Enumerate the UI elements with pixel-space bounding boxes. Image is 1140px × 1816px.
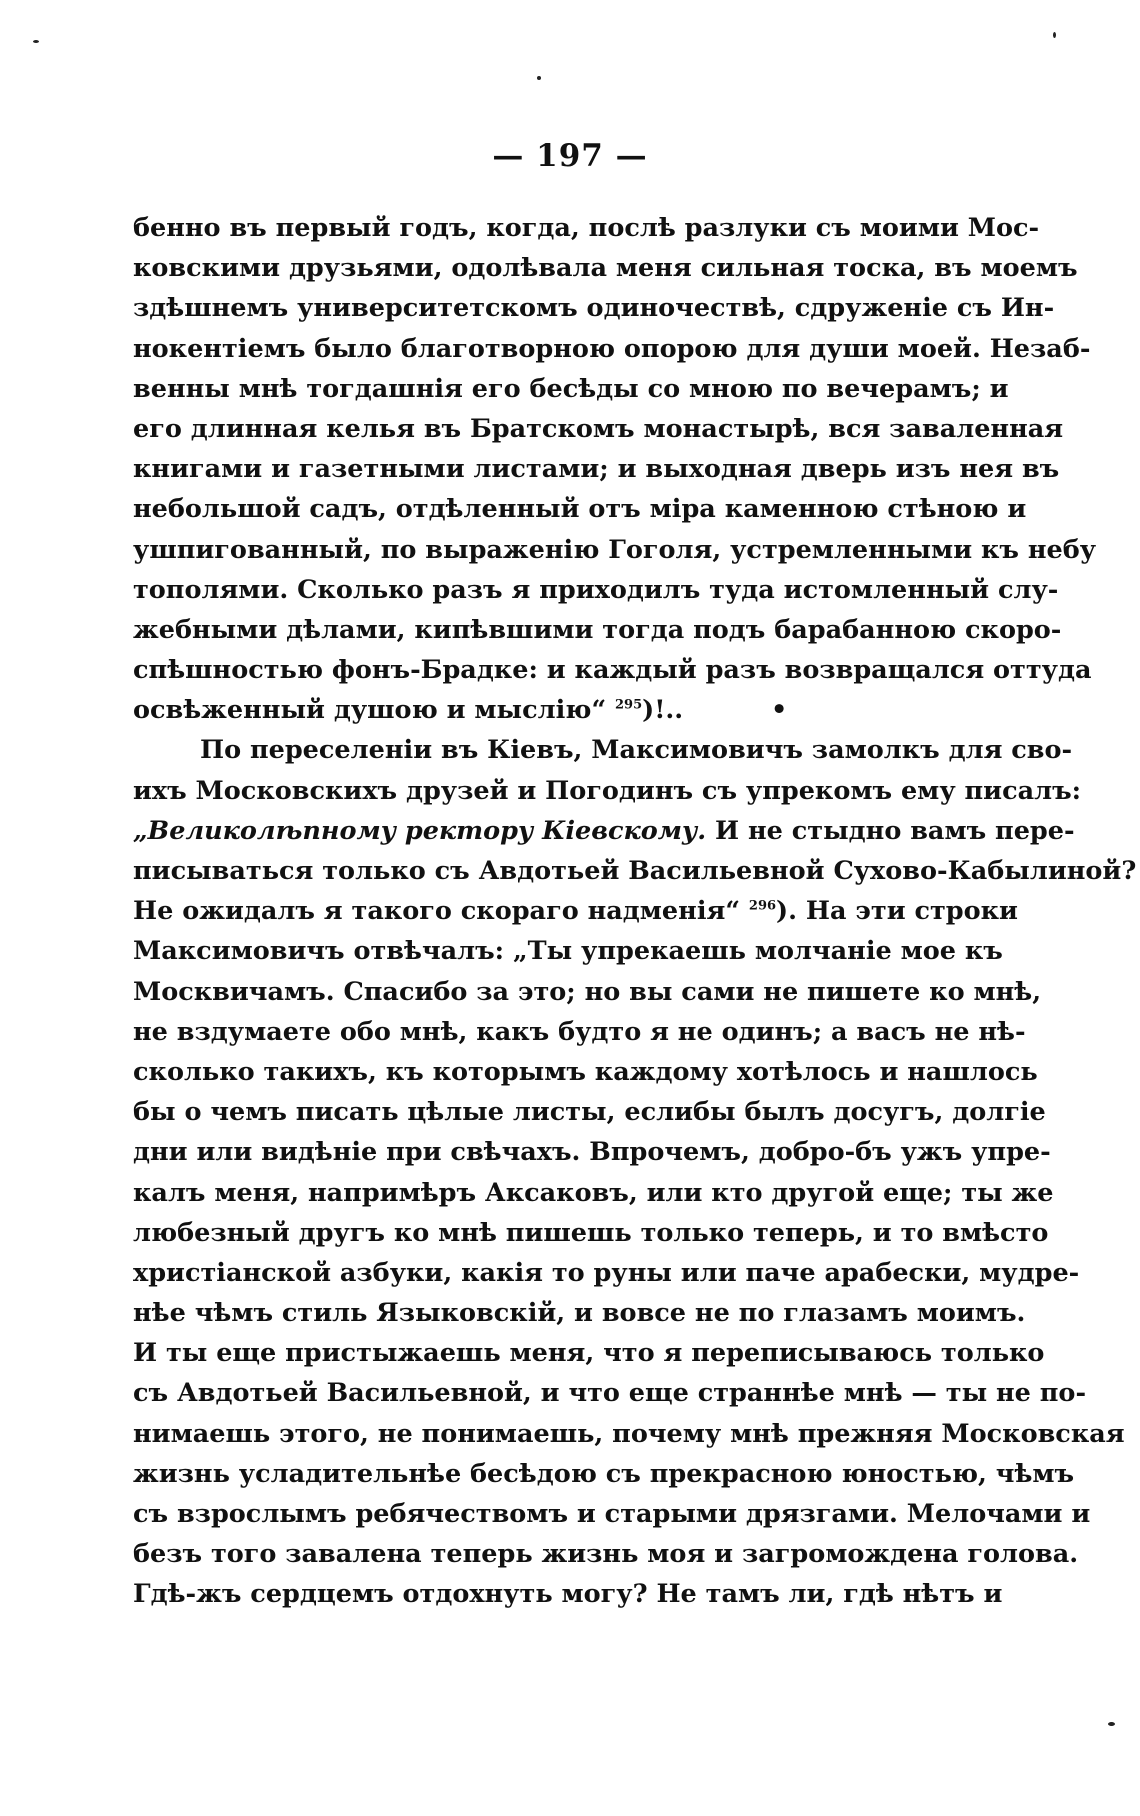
- speck-mark: [537, 76, 541, 80]
- text-line: нѣе чѣмъ стиль Языковскій, и вовсе не по глазамъ моимъ.: [133, 1298, 1026, 1329]
- text-line: Гдѣ-жъ сердцемъ отдохнуть могу? Не тамъ ли, гдѣ нѣтъ и: [133, 1579, 1003, 1610]
- text-line: [133, 891, 1018, 931]
- text-line: [133, 811, 1075, 851]
- text-line: безъ того завалена теперь жизнь моя и загромождена голова.: [133, 1539, 1079, 1570]
- speck-mark: [1108, 1722, 1115, 1726]
- text-line: бы о чемъ писать цѣлые листы, еслибы былъ досугъ, долгіе: [133, 1097, 1046, 1128]
- text-line: венны мнѣ тогдашнія его бесѣды со мною по вечерамъ; и: [133, 373, 1009, 404]
- text-line: [133, 690, 991, 730]
- text-line: И ты еще пристыжаешь меня, что я переписываюсь только: [133, 1338, 1045, 1369]
- speck-mark: [33, 40, 39, 43]
- text-line: Москвичамъ. Спасибо за это; но вы сами не пишете ко мнѣ,: [133, 976, 1042, 1007]
- text-line: Максимовичъ отвѣчалъ: „Ты упрекаешь молчаніе мое къ: [133, 936, 1003, 967]
- text-line: бенно въ первый годъ, когда, послѣ разлуки съ моими Мос-: [133, 213, 1040, 243]
- text-line: книгами и газетными листами; и выходная дверь изъ нея въ: [133, 454, 1060, 485]
- body-text: [133, 208, 1137, 1615]
- text-line: калъ меня, напримѣръ Аксаковъ, или кто другой еще; ты же: [133, 1177, 1054, 1208]
- text-line: здѣшнемъ университетскомъ одиночествѣ, сдруженіе съ Ин-: [133, 293, 1055, 324]
- text-line: жизнь усладительнѣе бесѣдою съ прекрасною юностью, чѣмъ: [133, 1458, 1075, 1489]
- page-number: — 197 —: [492, 138, 648, 174]
- text-line: сколько такихъ, къ которымъ каждому хотѣлось и нашлось: [133, 1056, 1038, 1087]
- line-text: освѣженный душою и мыслію“: [133, 695, 607, 726]
- text-line: съ взрослымъ ребячествомъ и старыми дрязгами. Мелочами и: [133, 1499, 1091, 1529]
- text-line: христіанской азбуки, какія то руны или паче арабески, мудре-: [133, 1257, 1080, 1288]
- speck-mark: [1053, 32, 1056, 38]
- bullet-mark: •: [770, 695, 788, 726]
- italic-quote: „Великолѣпному ректору Кіевскому.: [133, 815, 707, 846]
- text-line: спѣшностью фонъ-Брадке: и каждый разъ возвращался оттуда: [133, 655, 1092, 686]
- text-line: жебными дѣлами, кипѣвшими тогда подъ барабанною скоро-: [133, 614, 1062, 645]
- text-line: ушпигованный, по выраженію Гоголя, устремленными къ небу: [133, 534, 1097, 565]
- text-line: дни или видѣніе при свѣчахъ. Впрочемъ, добро-бъ ужъ упре-: [133, 1137, 1051, 1168]
- line-text: И не стыдно вамъ пере-: [715, 815, 1075, 846]
- text-line: нокентіемъ было благотворною опорою для души моей. Незаб-: [133, 333, 1091, 364]
- text-line: тополями. Сколько разъ я приходилъ туда истомленный слу-: [133, 574, 1059, 605]
- text-line: любезный другъ ко мнѣ пишешь только теперь, и то вмѣсто: [133, 1217, 1049, 1248]
- text-line: не вздумаете обо мнѣ, какъ будто я не одинъ; а васъ не нѣ-: [133, 1016, 1026, 1047]
- text-line: По переселеніи въ Кіевъ, Максимовичъ замолкъ для сво-: [200, 735, 1073, 766]
- line-text-end: ). На эти строки: [776, 896, 1018, 927]
- text-line: ихъ Московскихъ друзей и Погодинъ съ упрекомъ ему писалъ:: [133, 775, 1082, 806]
- text-line: небольшой садъ, отдѣленный отъ міра каменною стѣною и: [133, 494, 1027, 525]
- line-text-end: )!..: [642, 695, 684, 726]
- footnote-ref-295: 295: [615, 697, 643, 713]
- line-text: Не ожидалъ я такого скораго надменія“: [133, 896, 741, 927]
- text-line: его длинная келья въ Братскомъ монастырѣ, вся заваленная: [133, 413, 1064, 444]
- text-line: писываться только съ Авдотьей Васильевной Сухово-Кабылиной?: [133, 856, 1137, 886]
- text-line: нимаешь этого, не понимаешь, почему мнѣ прежняя Московская: [133, 1418, 1125, 1449]
- footnote-ref-296: 296: [748, 898, 777, 914]
- text-line: ковскими друзьями, одолѣвала меня сильная тоска, въ моемъ: [133, 253, 1078, 284]
- text-line: съ Авдотьей Васильевной, и что еще страннѣе мнѣ — ты не по-: [133, 1378, 1087, 1409]
